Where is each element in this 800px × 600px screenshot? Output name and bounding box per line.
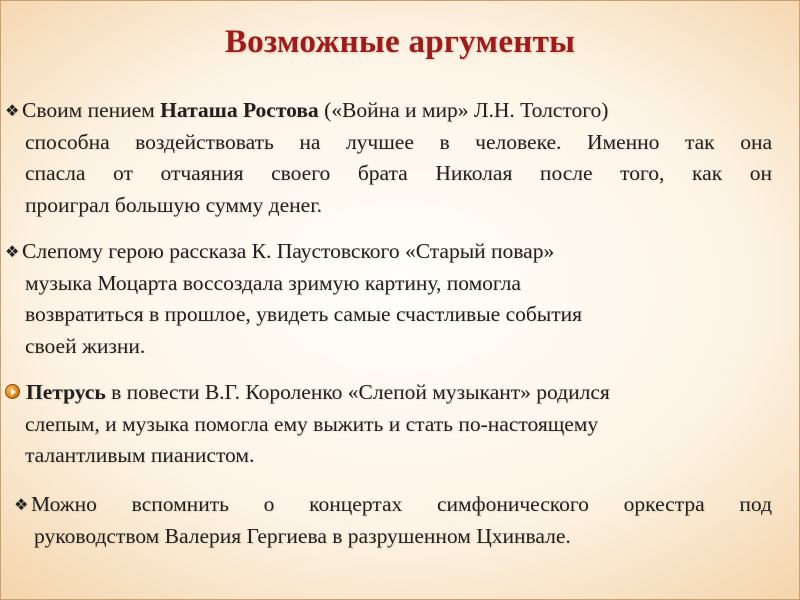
argument-natasha-rostova bbox=[5, 95, 772, 221]
diamond-bullet-icon: ❖ bbox=[5, 242, 20, 261]
argument-line: слепым, и музыка помогла ему выжить и стать по-настоящему bbox=[25, 411, 599, 436]
diamond-bullet-icon: ❖ bbox=[5, 101, 20, 120]
argument-line: проиграл большую сумму денег. bbox=[25, 192, 322, 217]
argument-text: Своим пением bbox=[22, 98, 161, 122]
round-arrow-bullet-icon bbox=[5, 377, 26, 409]
argument-line bbox=[5, 95, 772, 127]
argument-petrus bbox=[5, 377, 772, 472]
argument-text: Можно вспомнить о концертах симфонического оркестра под bbox=[31, 492, 772, 516]
slide-title: Возможные аргументы bbox=[224, 24, 576, 60]
argument-text: в повести В.Г. Короленко «Слепой музыкант» родился bbox=[105, 380, 610, 404]
argument-hero-name: Петрусь bbox=[26, 380, 106, 404]
argument-line: талантливым пианистом. bbox=[25, 443, 255, 467]
argument-text: Слепому герою рассказа К. Паустовского «Старый повар» bbox=[22, 239, 555, 263]
argument-line: способна воздействовать на лучшее в человеке. Именно так она bbox=[25, 129, 772, 154]
argument-hero-name: Наташа Ростова bbox=[160, 98, 319, 122]
argument-line: спасла от отчаяния своего брата Николая после того, как он bbox=[25, 161, 772, 185]
argument-line: музыка Моцарта воссоздала зримую картину, помогла bbox=[25, 270, 521, 295]
argument-text: («Война и мир» Л.Н. Толстого) bbox=[318, 98, 609, 122]
argument-line bbox=[14, 489, 772, 521]
argument-paustovsky bbox=[5, 236, 772, 362]
diamond-bullet-icon: ❖ bbox=[14, 495, 29, 514]
argument-line: своей жизни. bbox=[25, 333, 146, 358]
argument-line: возвратиться в прошлое, увидеть самые счастливые события bbox=[25, 302, 583, 326]
argument-gergiev bbox=[14, 489, 772, 552]
argument-line: руководством Валерия Гергиева в разрушенном Цхинвале. bbox=[34, 523, 571, 548]
argument-line bbox=[5, 377, 772, 409]
argument-line bbox=[5, 236, 772, 268]
